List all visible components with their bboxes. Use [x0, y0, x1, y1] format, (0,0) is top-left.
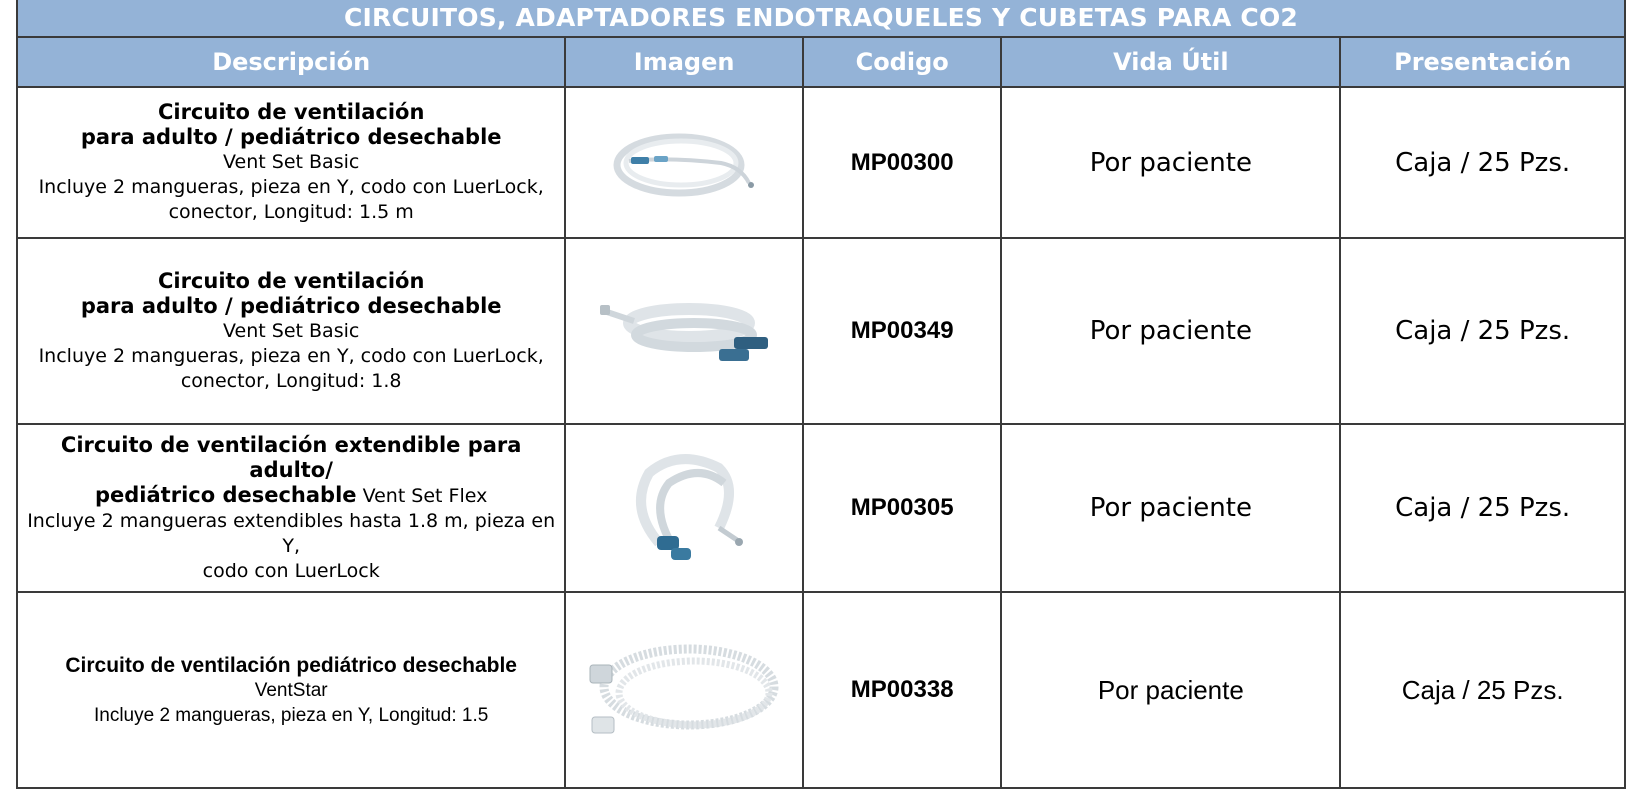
table-header-row	[18, 38, 1624, 87]
product-details-line1: Incluye 2 mangueras, pieza en Y, codo con LuerLock,	[38, 344, 544, 367]
image-cell	[565, 424, 803, 592]
image-cell	[565, 87, 803, 238]
product-details-line1: Incluye 2 mangueras extendibles hasta 1.8 m, pieza en Y,	[27, 509, 556, 557]
presentation-cell: Caja / 25 Pzs.	[1340, 238, 1624, 424]
product-table	[18, 38, 1624, 789]
life-cell: Por paciente	[1001, 87, 1340, 238]
life-cell: Por paciente	[1001, 424, 1340, 592]
code-cell: MP00305	[803, 424, 1001, 592]
product-sheet	[16, 0, 1626, 789]
life-cell: Por paciente	[1001, 592, 1340, 788]
page-title: CIRCUITOS, ADAPTADORES ENDOTRAQUELES Y CUBETAS PARA CO2	[18, 0, 1624, 38]
code-cell: MP00338	[803, 592, 1001, 788]
presentation-cell: Caja / 25 Pzs.	[1340, 424, 1624, 592]
image-cell	[565, 238, 803, 424]
image-cell	[565, 592, 803, 788]
product-details-line2: conector, Longitud: 1.5 m	[168, 201, 414, 223]
product-model: Vent Set Basic	[223, 319, 360, 342]
product-details-line1: Incluye 2 mangueras, pieza en Y, Longitud: 1.5	[93, 704, 489, 726]
pediatric-tube-icon	[584, 635, 784, 745]
description-cell	[18, 424, 565, 592]
product-details-line1: Incluye 2 mangueras, pieza en Y, codo con LuerLock,	[38, 176, 544, 198]
product-title-line1: Circuito de ventilación extendible para adulto/	[60, 432, 522, 482]
header-descripcion: Descripción	[18, 38, 565, 87]
product-title-line1: Circuito de ventilación	[157, 100, 425, 124]
header-imagen: Imagen	[565, 38, 803, 87]
product-model: Vent Set Basic	[223, 151, 360, 173]
life-cell: Por paciente	[1001, 238, 1340, 424]
presentation-cell: Caja / 25 Pzs.	[1340, 87, 1624, 238]
product-model: VentStar	[254, 679, 328, 701]
corrugated-tube-icon	[594, 291, 774, 371]
header-vida-util: Vida Útil	[1001, 38, 1340, 87]
table-row	[18, 424, 1624, 592]
table-row	[18, 238, 1624, 424]
description-cell	[18, 87, 565, 238]
product-title-line1: Circuito de ventilación	[157, 268, 425, 293]
description-cell	[18, 238, 565, 424]
presentation-cell: Caja / 25 Pzs.	[1340, 592, 1624, 788]
header-codigo: Codigo	[803, 38, 1001, 87]
extendible-tube-icon	[619, 448, 749, 568]
header-presentacion: Presentación	[1340, 38, 1624, 87]
product-title-line1: Circuito de ventilación pediátrico desechable	[65, 653, 517, 677]
code-cell: MP00300	[803, 87, 1001, 238]
code-cell: MP00349	[803, 238, 1001, 424]
table-row	[18, 592, 1624, 788]
product-title-line2: para adulto / pediátrico desechable	[80, 293, 502, 318]
product-model: Vent Set Flex	[362, 484, 488, 507]
product-title-line2: pediátrico desechable	[95, 482, 357, 507]
coiled-tube-icon	[609, 123, 759, 203]
description-cell	[18, 592, 565, 788]
table-row	[18, 87, 1624, 238]
product-title-line2: para adulto / pediátrico desechable	[80, 125, 502, 149]
product-details-line2: codo con LuerLock	[202, 559, 380, 582]
product-details-line2: conector, Longitud: 1.8	[180, 369, 402, 392]
